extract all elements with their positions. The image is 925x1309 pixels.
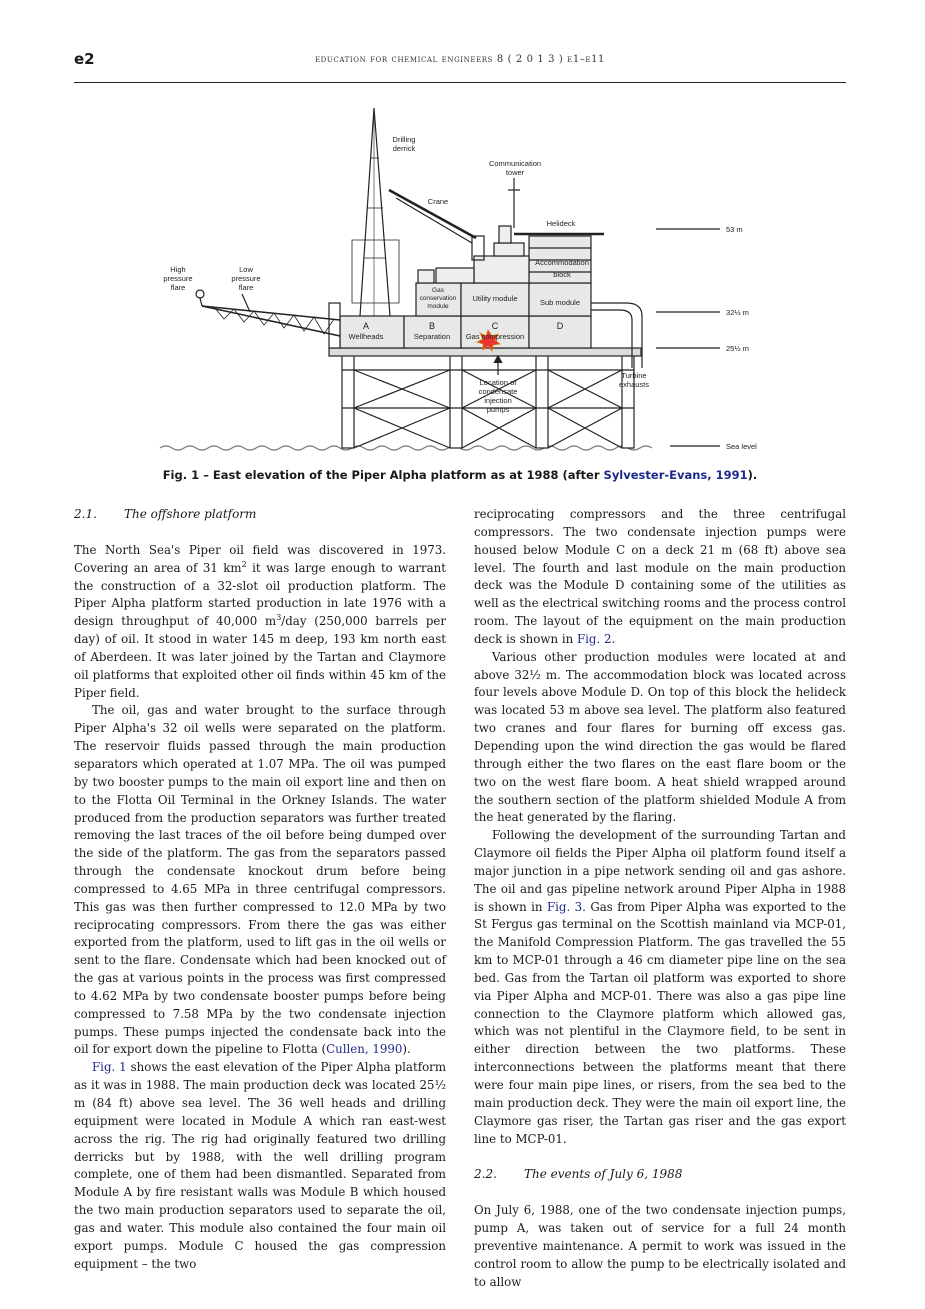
figure-1 <box>74 98 846 458</box>
label-gas-cons-3: module <box>427 303 449 310</box>
text: The North Sea's Piper oil field was discovered in 1973. Covering an area of 31 km <box>74 542 446 575</box>
label-hp-1: High <box>170 265 186 274</box>
section-number: 2.1. <box>74 507 97 521</box>
figure-link[interactable]: Fig. 1 <box>92 1060 127 1075</box>
label-derrick: derrick <box>392 144 416 153</box>
caption-text: Fig. 1 – East elevation of the Piper Alpha platform as at 1988 (after <box>162 468 604 482</box>
platform-diagram <box>74 98 846 458</box>
section-title: The events of July 6, 1988 <box>524 1167 683 1182</box>
superscript: 3 <box>276 613 282 623</box>
label-sea-level: Sea level <box>726 442 757 451</box>
label-tower: tower <box>505 168 525 177</box>
paragraph <box>74 702 446 1059</box>
label-loc-1: Location of <box>479 378 517 387</box>
label-mod-d: D <box>556 321 564 331</box>
left-column <box>74 506 446 1273</box>
label-turbine: Turbine <box>621 371 647 380</box>
paragraph <box>74 542 446 703</box>
label-gas-cons-1: Gas <box>432 287 444 294</box>
label-drilling: Drilling <box>392 135 416 144</box>
label-mod-b: B <box>428 321 436 331</box>
label-lp-1: Low <box>239 265 253 274</box>
section-heading-2-1 <box>74 506 446 524</box>
label-helideck: Helideck <box>546 219 576 228</box>
page-number: e2 <box>74 50 95 68</box>
label-separation: Separation <box>413 332 451 341</box>
label-mod-c: C <box>491 321 499 331</box>
text: it was large enough to warrant the construction of a 32-slot oil production platform. The Piper Alpha platform started production in late 1976 with a design throughput of 40,000 m <box>74 560 446 629</box>
page-header <box>74 48 846 78</box>
section-heading-2-2 <box>474 1166 846 1184</box>
superscript: 2 <box>241 559 247 569</box>
figure-caption <box>74 468 846 482</box>
label-loc-3: injection <box>484 396 512 405</box>
running-head: education for chemical engineers 8 ( 2 0 1 3 ) e1–e11 <box>314 54 606 65</box>
paragraph: Various other production modules were located at and above 32½ m. The accommodation block was located across four levels above Module D. On top of this block the helideck was located 53 m above sea level. The platform also featured two cranes and four flares for burning off excess gas. Depending upon the wind direction the gas would be flared through either the two flares on the east flare boom or the two on the west flare boom. A heat shield wrapped around the southern section of the platform shielded Module A from the heat generated by the flaring. <box>474 649 846 825</box>
text: /day (250,000 barrels per day) of oil. It stood in water 145 m deep, 193 km north east of Aberdeen. It was later joined by the Tartan and Claymore oil platforms that exploited other oil finds within 45 km of the Piper field. <box>74 614 446 700</box>
caption-end: ). <box>747 468 758 482</box>
text: ). <box>402 1042 411 1057</box>
text: . Gas from Piper Alpha was exported to the St Fergus gas terminal on the Scottish mainland via MCP-01, the Manifold Compression Platform. The gas travelled the 55 km to MCP-01 through a 46 cm diameter pipe line on the sea bed. Gas from the Tartan oil platform was exported to shore via Piper Alpha and MCP-01. There was also a gas pipe line connection to the Claymore platform which allowed gas, which was not plentiful in the Claymore field, to be sent in either direction between the two platforms. These interconnections between the platforms meant that there were four main pipe lines, or risers, from the sea bed to the main production deck. They were the main oil export line, the Claymore gas riser, the Tartan gas riser and the gas export line to MCP-01. <box>474 899 847 1146</box>
label-32m: 32½ m <box>726 308 749 317</box>
text: reciprocating compressors and the three centrifugal compressors. The two condensate injection pumps were housed below Module C on a deck 21 m (68 ft) above sea level. The fourth and last module on the main production deck was the Module D containing some of the utilities as well as the electrical switching rooms and the process control room. The layout of the equipment on the main production deck is shown in <box>474 507 846 646</box>
label-exhausts: exhausts <box>618 380 650 389</box>
text: The oil, gas and water brought to the surface through Piper Alpha's 32 oil wells were separated on the platform. The reservoir fluids passed through the main production separators which operated at 1.07 MPa. The oil was pumped by two booster pumps to the main oil export line and then on to the Flotta Oil Terminal in the Orkney Islands. The water produced from the production separators was further treated removing the last traces of the oil before being dumped over the side of the platform. The gas from the separators passed through the condensate knockout drum before being compressed to 4.65 MPa in three centrifugal compressors. This gas was then further compressed to 12.0 MPa by two reciprocating compressors. From there the gas was either exported from the platform, used to lift gas in the oil wells or sent to the flare. Condensate which had been knocked out of the gas at various points in the process was first compressed to 4.62 MPa by two condensate booster pumps before being compressed to 7.58 MPa by the two condensate injection pumps. These pumps injected the condensate back into the oil for export down the pipeline to Flotta ( <box>74 703 446 1057</box>
label-lp-2: pressure <box>231 274 261 283</box>
right-column <box>474 506 846 1291</box>
label-mod-a: A <box>362 321 370 331</box>
label-hp-3: flare <box>170 283 186 292</box>
text: Following the development of the surrounding Tartan and Claymore oil fields the Piper Alpha oil platform found itself a major junction in a pipe network sending oil and gas ashore. The oil and gas pipeline network around Piper Alpha in 1988 is shown in <box>474 828 846 914</box>
label-loc-4: pumps <box>486 405 510 414</box>
label-gas-compression: Gas compression <box>465 332 525 341</box>
label-submodule: Sub module <box>539 298 581 307</box>
label-accommodation: Accommodation <box>535 258 589 267</box>
figure-link[interactable]: Fig. 3 <box>546 899 583 914</box>
header-rule <box>74 82 846 83</box>
label-25m: 25½ m <box>726 344 749 353</box>
label-block: block <box>553 270 571 279</box>
label-lp-3: flare <box>238 283 254 292</box>
citation-link[interactable]: Cullen, 1990 <box>326 1042 403 1057</box>
paragraph: On July 6, 1988, one of the two condensate injection pumps, pump A, was taken out of service for a full 24 month preventive maintenance. A permit to work was issued in the control room to allow the pump to be electrically isolated and to allow <box>474 1203 846 1289</box>
label-loc-2: condensate <box>478 387 518 396</box>
label-gas-cons-2: conservation <box>419 295 457 302</box>
paragraph <box>474 506 846 649</box>
label-wellheads: Wellheads <box>348 332 384 341</box>
figure-link[interactable]: Fig. 2 <box>576 631 612 646</box>
label-hp-2: pressure <box>163 274 193 283</box>
text: shows the east elevation of the Piper Alpha platform as it was in 1988. The main production deck was located 25½ m (84 ft) above sea level. The 36 well heads and drilling equipment were located in Module A which ran east-west across the rig. The rig had originally featured two drilling derricks but by 1988, with the well drilling program complete, one of them had been dismantled. Separated from Module A by fire resistant walls was Module B which housed the two main production separators used to separate the oil, gas and water. This module also contained the four main oil export pumps. Module C housed the gas compression equipment – the two <box>74 1060 447 1271</box>
label-utility: Utility module <box>472 294 518 303</box>
label-crane: Crane <box>427 197 449 206</box>
label-comm: Communication <box>488 159 542 168</box>
paragraph <box>474 827 846 1148</box>
caption-citation-link[interactable]: Sylvester-Evans, 1991 <box>603 468 748 482</box>
paragraph <box>74 1059 446 1273</box>
label-53m: 53 m <box>726 225 743 234</box>
section-title: The offshore platform <box>124 507 257 521</box>
text: . <box>611 631 616 646</box>
section-number: 2.2. <box>474 1167 497 1182</box>
